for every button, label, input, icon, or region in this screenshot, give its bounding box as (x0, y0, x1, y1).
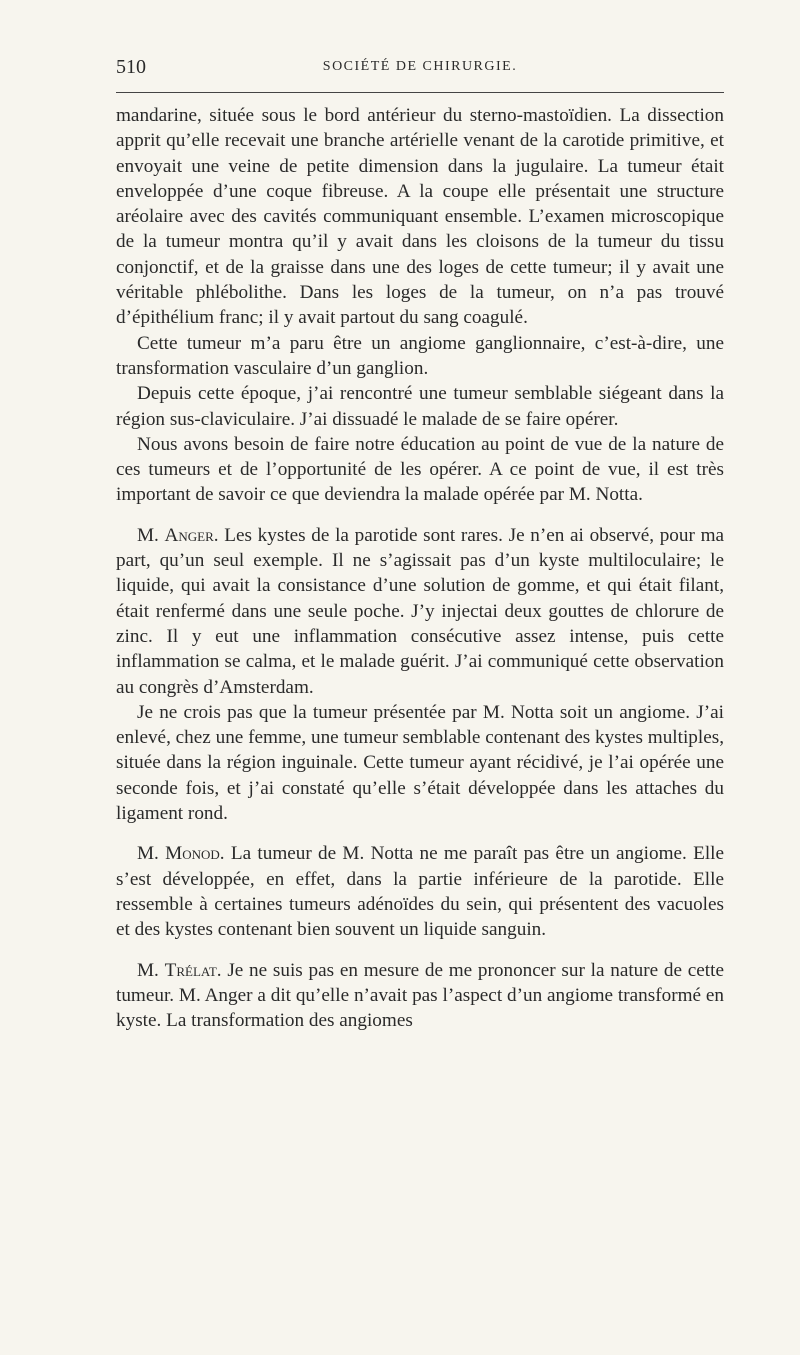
paragraph-text: Les kystes de la parotide sont rares. Je n’en ai observé, pour ma part, qu’un seul exemple. Il ne s’agissait pas d’un kyste multiloculaire; le liquide, qui avait la consistance d’une solution de gomme, et qui était filant, était renfermé dans une seule poche. J’y injectai deux gouttes de chlorure de zinc. Il y eut une inflammation consécutive assez intense, puis cette inflammation se calma, et le malade guérit. J’ai communiqué cette observation au congrès d’Amsterdam. (116, 524, 725, 698)
speaker-paragraph-anger (116, 523, 724, 700)
speaker-name: Monod. (165, 843, 225, 865)
speaker-prefix: M. (137, 843, 166, 865)
paragraph: Nous avons besoin de faire notre éducation au point de vue de la nature de ces tumeurs et de l’opportunité de les opérer. A ce point de vue, il est très important de savoir ce que deviendra la malade opérée par M. Notta. (116, 433, 724, 506)
header-rule (116, 92, 724, 93)
paragraph: mandarine, située sous le bord antérieur du sterno-mastoïdien. La dissection apprit qu’elle recevait une branche artérielle venant de la carotide primitive, et envoyait une veine de petite dimension dans la jugulaire. La tumeur était enveloppée d’une coque fibreuse. A la coupe elle présentait une structure aréolaire avec des cavités communiquant ensemble. L’examen microscopique de la tumeur montra qu’il y avait dans les cloisons de la tumeur du tissu conjonctif, et de la graisse dans une des loges de cette tumeur; il y avait une véritable phlébolithe. Dans les loges de la tumeur, on n’a pas trouvé d’épithélium franc; il y avait partout du sang coagulé. (116, 105, 724, 329)
speaker-paragraph-trelat (116, 958, 724, 1034)
speaker-paragraph-monod (116, 841, 724, 942)
paragraph-text: La tumeur de M. Notta ne me paraît pas être un angiome. Elle s’est développée, en effet, dans la partie inférieure de la parotide. Elle ressemble à certaines tumeurs adénoïdes du sein, qui présentent des vacuoles et des kystes contenant bien souvent un liquide sanguin. (116, 843, 725, 941)
paragraph: Je ne crois pas que la tumeur présentée par M. Notta soit un angiome. J’ai enlevé, chez une femme, une tumeur semblable contenant des kystes multiples, située dans la région inguinale. Cette tumeur ayant récidivé, je l’ai opérée une seconde fois, et j’ai constaté qu’elle s’était développée dans les attaches du ligament rond. (116, 701, 724, 825)
speaker-name: Trélat. (164, 959, 222, 981)
paragraph-text: Je ne suis pas en mesure de me prononcer sur la nature de cette tumeur. M. Anger a dit qu’elle n’avait pas l’aspect d’un angiome transformé en kyste. La transformation des angiomes (116, 959, 724, 1032)
paragraph: Cette tumeur m’a paru être un angiome ganglionnaire, c’est-à-dire, une transformation vasculaire d’un ganglion. (116, 332, 724, 379)
page-number: 510 (116, 56, 146, 78)
speaker-name: Anger. (164, 524, 219, 546)
running-title: SOCIÉTÉ DE CHIRURGIE. (322, 59, 518, 74)
speaker-prefix: M. (137, 524, 165, 546)
speaker-prefix: M. (137, 959, 165, 981)
paragraph: Depuis cette époque, j’ai rencontré une tumeur semblable siégeant dans la région sus-claviculaire. J’ai dissuadé le malade de se faire opérer. (116, 383, 724, 430)
document-page (116, 56, 724, 1033)
document-body (116, 103, 724, 1033)
page-header (116, 56, 724, 86)
